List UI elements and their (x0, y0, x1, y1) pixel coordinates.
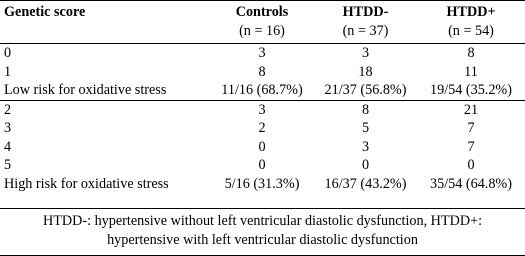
table-row-high-risk (0, 175, 525, 194)
header-row (0, 0, 525, 22)
cell-htdd-plus: 11 (464, 63, 478, 80)
header-htdd-minus: HTDD- (342, 4, 389, 20)
header-htdd-minus-n: (n = 37) (342, 22, 389, 39)
cell-htdd-plus: 8 (417, 44, 525, 63)
row-label: Low risk for oxidative stress (4, 82, 167, 98)
cell-htdd-plus: 35/54 (64.8%) (430, 175, 512, 192)
table-row (0, 100, 525, 119)
cell-htdd-minus: 0 (361, 157, 370, 173)
cell-controls: 0 (258, 157, 266, 173)
header-htdd-plus-n: (n = 54) (448, 22, 494, 39)
header-genetic-score: Genetic score (4, 4, 86, 20)
table-row (0, 156, 525, 175)
cell-htdd-minus: 18 (358, 63, 373, 80)
table-footnote (0, 208, 525, 256)
header-htdd-plus: HTDD+ (446, 4, 496, 20)
table-row (0, 63, 525, 82)
cell-htdd-minus: 3 (314, 44, 417, 63)
header-controls: Controls (235, 4, 289, 20)
row-label: 5 (4, 157, 12, 173)
table-row (0, 119, 525, 138)
header-n-row (0, 22, 525, 44)
table-row (0, 138, 525, 157)
cell-controls: 3 (210, 44, 314, 63)
cell-controls: 2 (258, 120, 266, 136)
row-label: 1 (4, 63, 12, 80)
cell-controls: 8 (258, 63, 266, 80)
cell-htdd-plus: 19/54 (35.2%) (430, 82, 512, 98)
cell-controls: 5/16 (31.3%) (224, 175, 300, 192)
header-empty-cell (0, 22, 210, 44)
table-row (0, 44, 525, 63)
footnote-line-2: hypertensive with left ventricular diastolic dysfunction (107, 232, 418, 248)
cell-htdd-minus: 8 (314, 100, 417, 119)
row-label: High risk for oxidative stress (4, 175, 169, 192)
cell-htdd-plus: 7 (467, 120, 475, 136)
header-controls-n: (n = 16) (239, 22, 285, 39)
footnote-line-1: HTDD-: hypertensive without left ventricular diastolic dysfunction, HTDD+: (42, 213, 483, 229)
cell-htdd-minus: 5 (361, 120, 370, 136)
cell-htdd-minus: 21/37 (56.8%) (324, 82, 407, 98)
cell-htdd-plus: 21 (417, 100, 525, 119)
row-label: 0 (0, 44, 210, 63)
cell-htdd-plus: 7 (467, 138, 475, 155)
cell-controls: 11/16 (68.7%) (221, 82, 303, 98)
row-label: 3 (4, 120, 12, 136)
row-label: 4 (4, 138, 12, 155)
cell-controls: 0 (258, 138, 266, 155)
cell-htdd-minus: 16/37 (43.2%) (324, 175, 407, 192)
cell-htdd-plus: 0 (467, 157, 475, 173)
table-header (0, 0, 525, 44)
cell-controls: 3 (210, 100, 314, 119)
cell-htdd-minus: 3 (361, 138, 370, 155)
table-row-low-risk (0, 81, 525, 100)
table-body (0, 44, 525, 194)
row-label: 2 (0, 100, 210, 119)
